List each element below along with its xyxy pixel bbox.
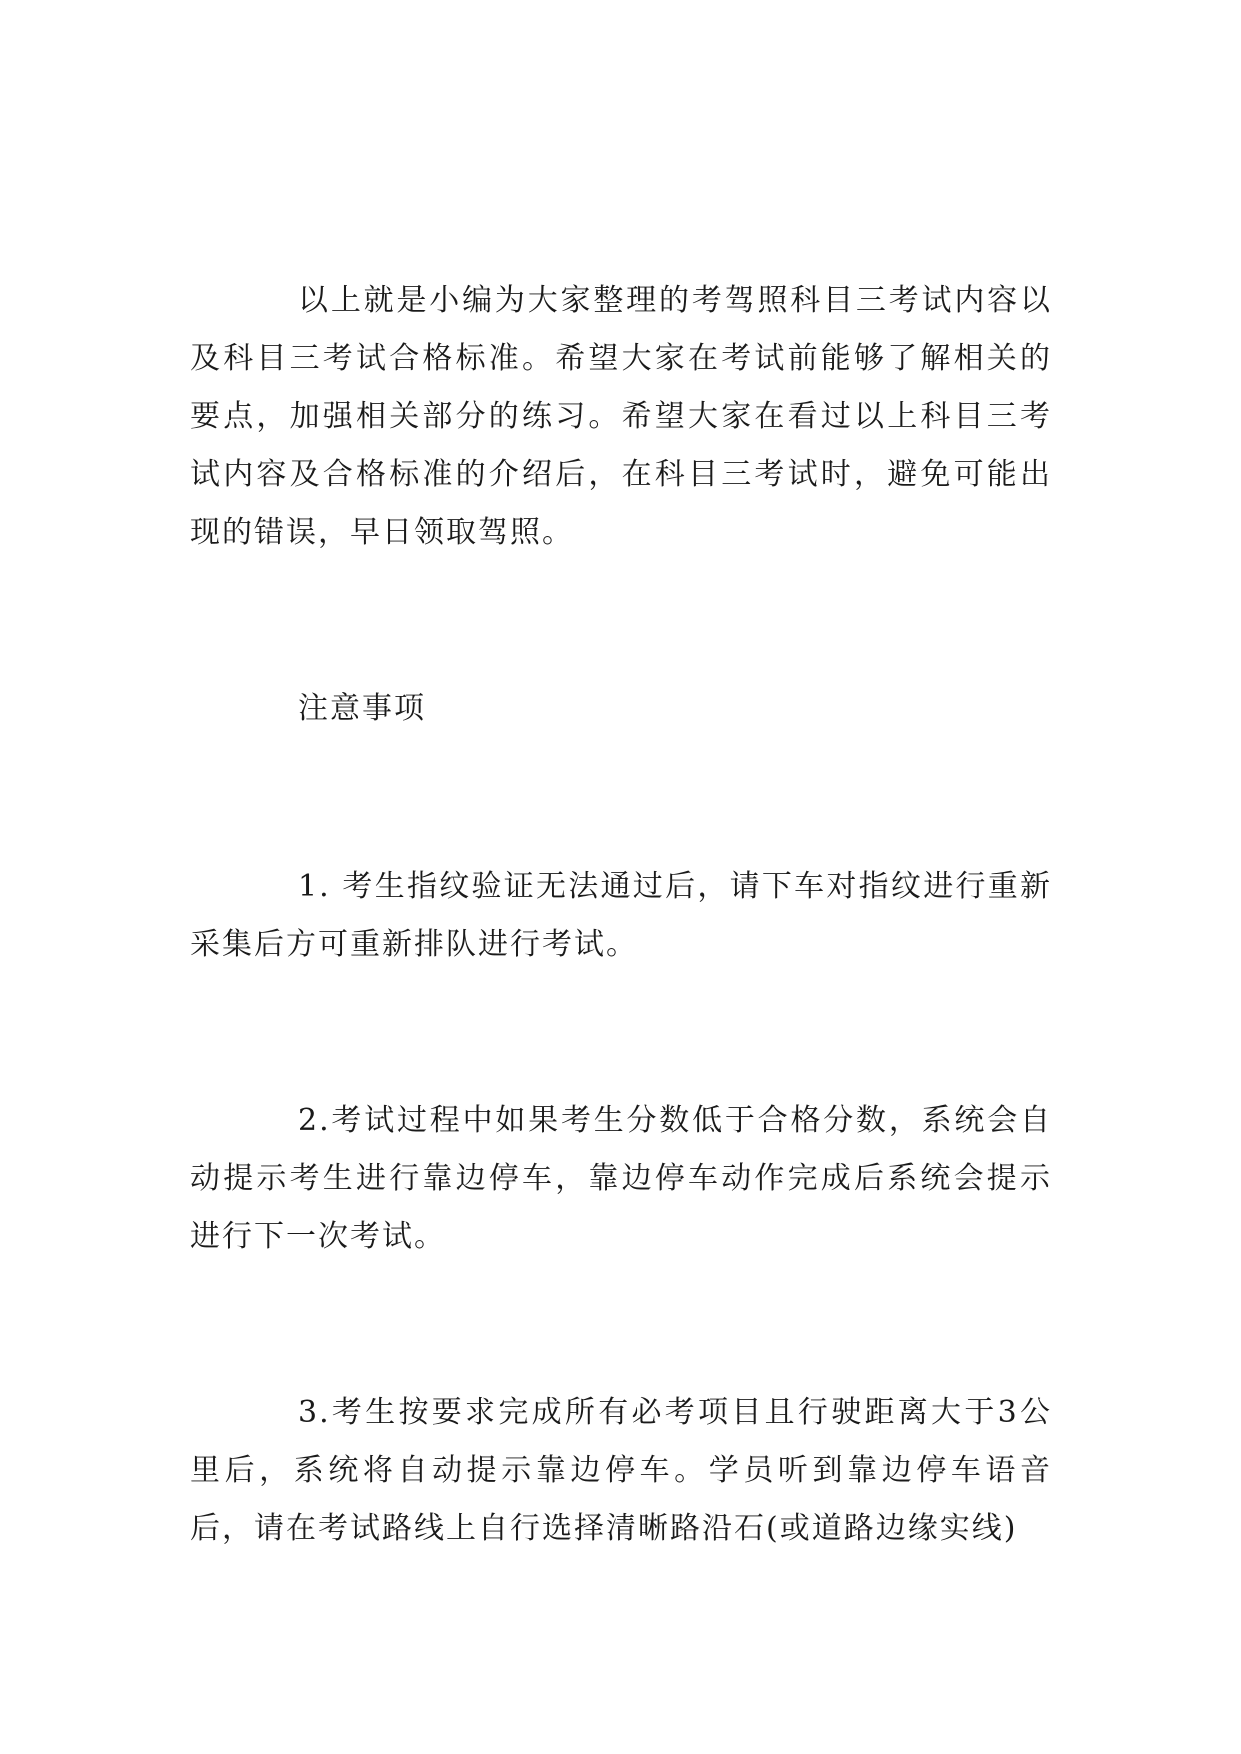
note-item-2: 2.考试过程中如果考生分数低于合格分数，系统会自动提示考生进行靠边停车，靠边停车动作完成后系统会提示进行下一次考试。	[190, 1103, 1052, 1254]
section-heading-notes: 注意事项	[298, 691, 426, 726]
summary-paragraph: 以上就是小编为大家整理的考驾照科目三考试内容以及科目三考试合格标准。希望大家在考试前能够了解相关的要点，加强相关部分的练习。希望大家在看过以上科目三考试内容及合格标准的介绍后，在科目三考试时，避免可能出现的错误，早日领取驾照。	[190, 283, 1052, 550]
note-item-3: 3.考生按要求完成所有必考项目且行驶距离大于3公里后，系统将自动提示靠边停车。学员听到靠边停车语音后，请在考试路线上自行选择清晰路沿石(或道路边缘实线)	[190, 1395, 1052, 1546]
note-item-1: 1. 考生指纹验证无法通过后，请下车对指纹进行重新采集后方可重新排队进行考试。	[190, 869, 1052, 962]
